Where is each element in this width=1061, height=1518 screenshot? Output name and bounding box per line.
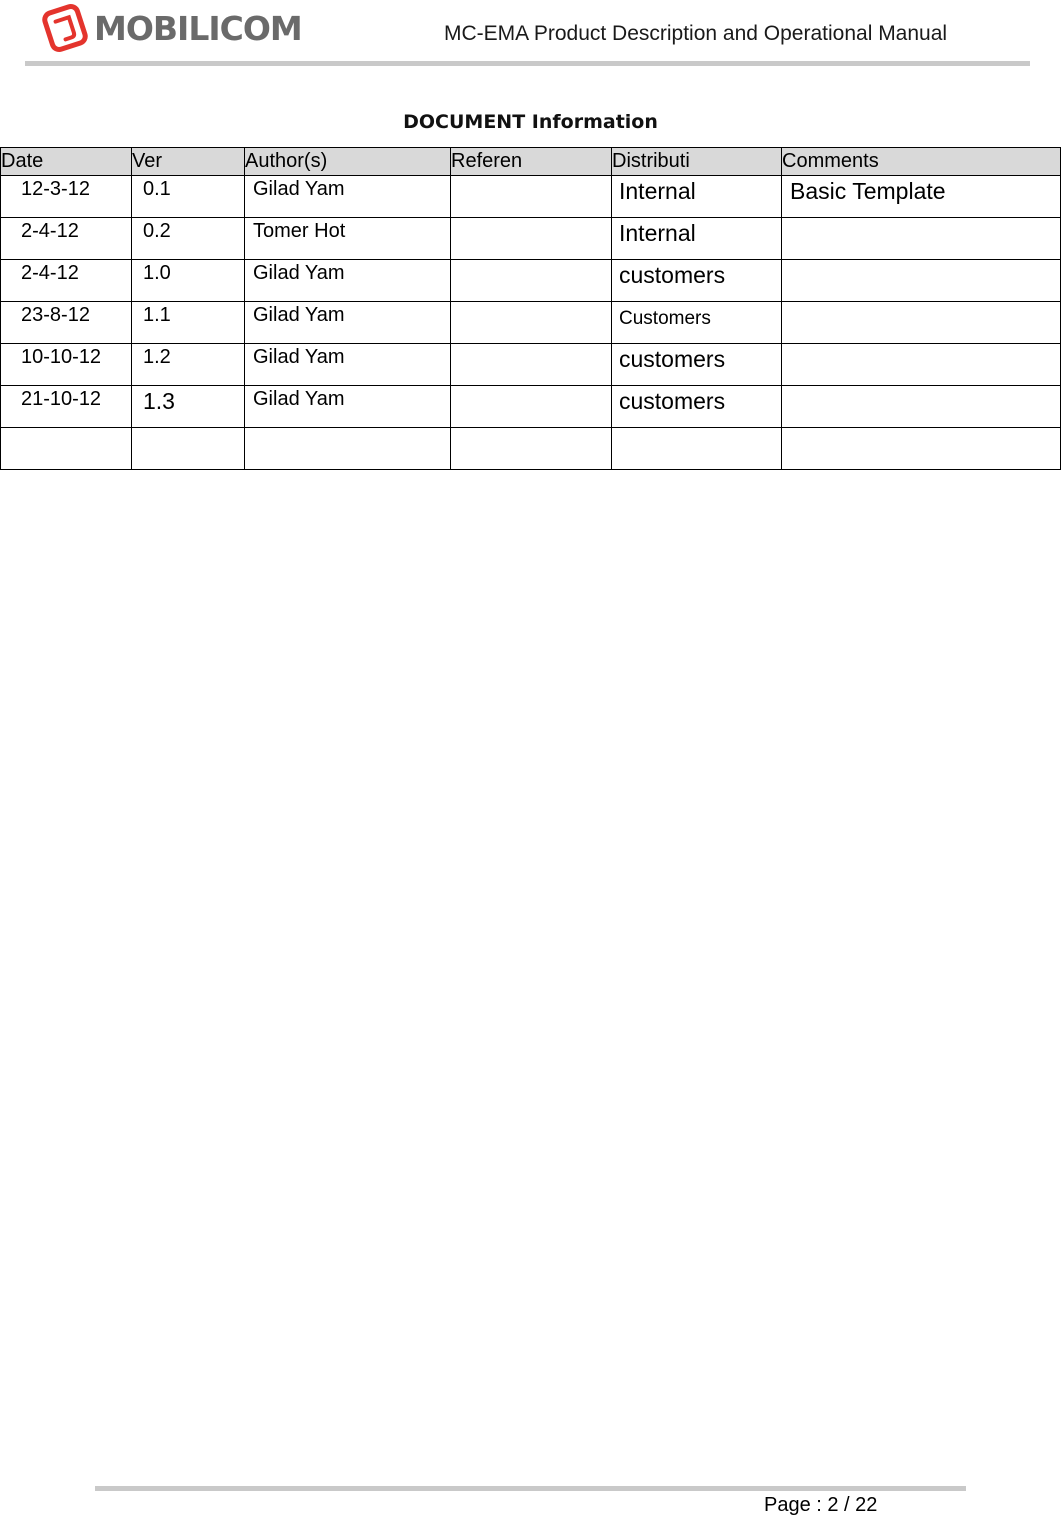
version-cell: 1.3 <box>143 388 175 414</box>
distribution-cell <box>619 428 781 430</box>
reference-cell <box>459 302 611 304</box>
comments-cell <box>790 386 1060 388</box>
version-cell: 1.0 <box>143 262 171 284</box>
logo-text: MOBILICOM <box>94 8 302 48</box>
table-row <box>1 386 1061 428</box>
reference-cell <box>459 428 611 430</box>
company-logo <box>42 2 302 54</box>
author-cell: Gilad Yam <box>253 262 345 284</box>
version-cell <box>143 428 244 430</box>
header-divider <box>25 61 1030 66</box>
reference-cell <box>459 386 611 388</box>
document-info-table <box>0 147 1061 470</box>
distribution-cell: customers <box>619 262 726 288</box>
column-header-distribution: Distributi <box>612 148 782 176</box>
comments-cell <box>790 302 1060 304</box>
table-row <box>1 218 1061 260</box>
document-info-heading: DOCUMENT Information <box>403 111 658 133</box>
distribution-cell: Internal <box>619 178 696 204</box>
comments-cell <box>790 428 1060 430</box>
date-cell: 2-4-12 <box>21 220 79 242</box>
author-cell: Gilad Yam <box>253 304 345 326</box>
column-header-comments: Comments <box>782 148 1061 176</box>
date-cell: 2-4-12 <box>21 262 79 284</box>
comments-cell <box>790 218 1060 220</box>
date-cell: 21-10-12 <box>21 388 102 410</box>
table-row <box>1 344 1061 386</box>
date-cell <box>21 428 131 430</box>
comments-cell <box>790 344 1060 346</box>
distribution-cell: customers <box>619 346 726 372</box>
table-header-row <box>1 148 1061 176</box>
table-row <box>1 428 1061 470</box>
version-cell: 1.1 <box>143 304 171 326</box>
table-row <box>1 260 1061 302</box>
distribution-cell: Internal <box>619 220 696 246</box>
distribution-cell: Customers <box>619 308 711 329</box>
column-header-date: Date <box>1 148 132 176</box>
mobilicom-logo-icon <box>42 3 88 53</box>
version-cell: 0.2 <box>143 220 171 242</box>
author-cell: Gilad Yam <box>253 346 345 368</box>
document-header-title: MC-EMA Product Description and Operational Manual <box>444 22 948 45</box>
reference-cell <box>459 260 611 262</box>
date-cell: 12-3-12 <box>21 178 90 200</box>
page-number: Page : 2 / 22 <box>764 1494 878 1516</box>
comments-cell: Basic Template <box>790 178 946 204</box>
author-cell <box>253 428 450 430</box>
footer-divider <box>95 1486 966 1491</box>
reference-cell <box>459 344 611 346</box>
column-header-authors: Author(s) <box>245 148 451 176</box>
comments-cell <box>790 260 1060 262</box>
distribution-cell: customers <box>619 388 726 414</box>
author-cell: Gilad Yam <box>253 178 345 200</box>
reference-cell <box>459 176 611 178</box>
date-cell: 23-8-12 <box>21 304 90 326</box>
author-cell: Gilad Yam <box>253 388 345 410</box>
table-row <box>1 302 1061 344</box>
table-row <box>1 176 1061 218</box>
author-cell: Tomer Hot <box>253 220 346 242</box>
version-cell: 1.2 <box>143 346 171 368</box>
column-header-reference: Referen <box>451 148 612 176</box>
column-header-version: Ver <box>132 148 245 176</box>
version-cell: 0.1 <box>143 178 171 200</box>
reference-cell <box>459 218 611 220</box>
date-cell: 10-10-12 <box>21 346 102 368</box>
